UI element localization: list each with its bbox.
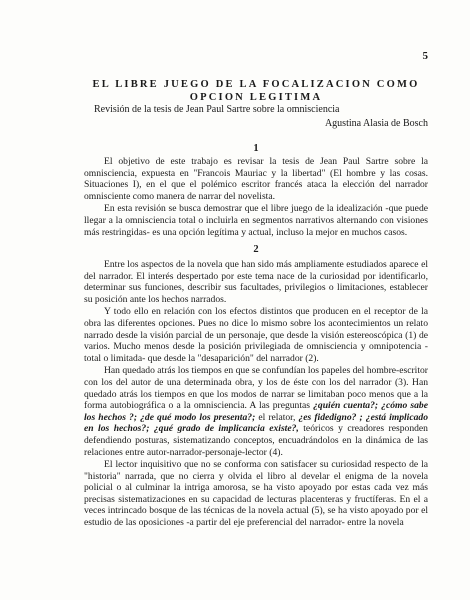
article-title: EL LIBRE JUEGO DE LA FOCALIZACION COMO OPCION LEGITIMA xyxy=(92,79,420,103)
paragraph: Y todo ello en relación con los efectos distintos que producen en el receptor de la obra las diferentes opciones. Pues no dice lo mismo sobre los acontecimientos un relato narrado desde la visión parcial de un personaje, que desde la visión estereoscópica (1) de varios. Mucho menos desde la posición privilegiada de omnisciencia y omnipotencia -total o limitada- que desde la "desaparición" del narrador (2). xyxy=(84,306,428,364)
question-run: ¿quién cuenta?; ¿cómo sabe los hechos ?; ¿de qué modo los presenta?; xyxy=(84,400,428,423)
section-2-body xyxy=(84,259,428,529)
paragraph: El objetivo de este trabajo es revisar la tesis de Jean Paul Sartre sobre la omnisciencia, expuesta en "Francois Mauriac y la libertad" (El hombre y las cosas. Situaciones I), en el que el polémico escritor francés ataca la elección del narrador omnisciente como manera de narrar del novelista. xyxy=(84,156,428,202)
text-run: teóricos y creadores responden defendiendo posturas, sistematizando conceptos, encuadrándolos en la dinámica de las relaciones entre autor-narrador-personaje-lector (4). xyxy=(84,423,428,458)
article-author: Agustina Alasia de Bosch xyxy=(324,118,428,129)
section-number-1: 1 xyxy=(253,143,259,154)
article-subtitle: Revisión de la tesis de Jean Paul Sartre sobre la omnisciencia xyxy=(94,104,340,115)
text-run: Han quedado atrás los tiempos en que se confundían los papeles del hombre-escritor con los del autor de una determinada obra, y los de éste con los del narrador (3). Han quedado atrás los tiempos en que los modos de narrar se limitaban poco menos que a la forma autobiográfica o a la omnisciencia. A las preguntas xyxy=(84,365,428,412)
paragraph xyxy=(84,365,428,458)
paragraph: Entre los aspectos de la novela que han sido más ampliamente estudiados aparece el del narrador. El interés despertado por este tema nace de la curiosidad por identificarlo, determinar sus funciones, describir sus facultades, privilegios o limitaciones, establecer su posición ante los hechos narrados. xyxy=(84,259,428,305)
section-number-2: 2 xyxy=(253,244,259,255)
question-run: ¿es fidedigno? ; ¿está implicado en los hechos?; ¿qué grado de implicancia existe?, xyxy=(84,411,428,435)
paragraph: En esta revisión se busca demostrar que el libre juego de la idealización -que puede llegar a la omnisciencia total o incluirla en segmentos narrativos alternando con visiones más restringidas- es una opción legítima y actual, incluso la mejor en muchos casos. xyxy=(84,203,428,238)
page-number: 5 xyxy=(422,50,428,62)
paragraph: El lector inquisitivo que no se conforma con satisfacer su curiosidad respecto de la "historia" narrada, que no cierra y olvida el libro al develar el enigma de la novela policial o al culminar la intriga amorosa, se ha visto apoyado por estas cada vez más precisas sistematizaciones en su capacidad de lecturas placenteras y fructíferas. En el a veces intrincado bosque de las técnicas de la novela actual (5), se ha visto apoyado por el estudio de las oposiciones -a partir del eje preferencial del narrador- entre la novela xyxy=(84,459,428,529)
section-1-body xyxy=(84,156,428,238)
text-run: el relator, xyxy=(255,411,299,423)
